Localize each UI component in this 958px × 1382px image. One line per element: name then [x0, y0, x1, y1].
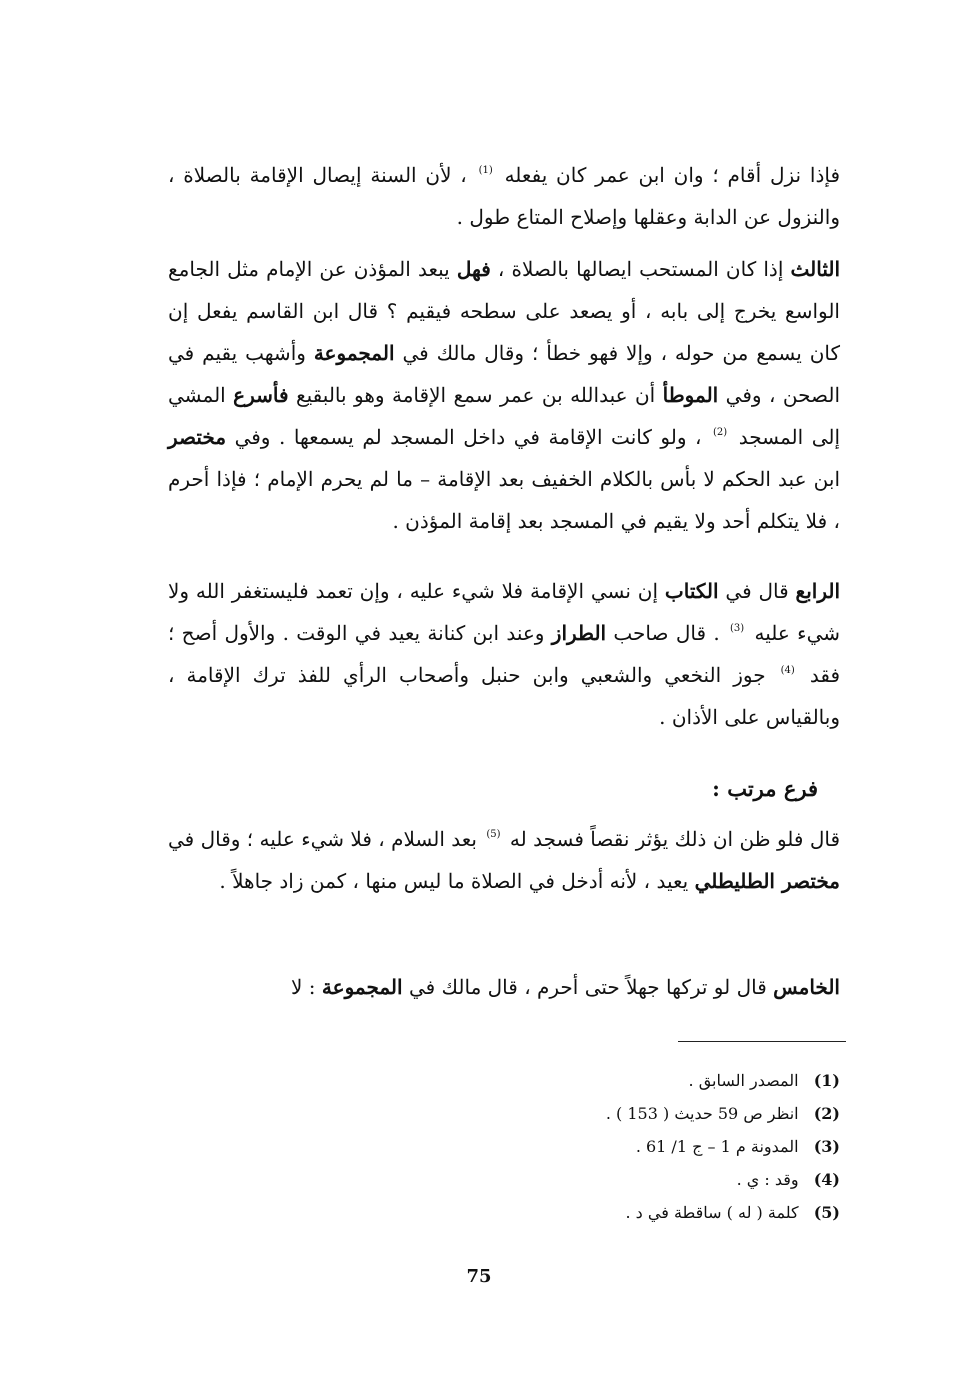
- footnotes-list: [320, 1064, 840, 1229]
- footnote-item: [320, 1064, 840, 1097]
- footnote-item: [320, 1196, 840, 1229]
- footnote-ref-1[interactable]: (1): [478, 165, 493, 176]
- paragraph-text: قال لو تركها جهلاً حتى أحرم ، قال مالك في: [408, 975, 767, 999]
- paragraph-1: [168, 154, 840, 238]
- section-lead-third: الثالث: [790, 257, 841, 281]
- paragraph-text: وأشهب يقيم في الصحن ، وفي: [168, 341, 840, 407]
- section-lead-fourth: الرابع: [795, 579, 840, 603]
- footnote-text: المصدر السابق .: [688, 1071, 799, 1090]
- footnote-item: [320, 1097, 840, 1130]
- paragraph-text: . قال صاحب: [613, 621, 720, 645]
- book-title-majmua: المجموعة: [313, 341, 395, 365]
- footnote-number: (1): [813, 1071, 840, 1090]
- bold-term: فهل: [456, 257, 491, 281]
- book-title-muwatta: الموطأ: [662, 383, 719, 407]
- footnote-ref-3[interactable]: (3): [730, 623, 745, 634]
- footnote-number: (2): [813, 1104, 840, 1123]
- footnote-separator: [678, 1041, 846, 1042]
- paragraph-3: [168, 570, 840, 738]
- page-number: 75: [466, 1266, 492, 1287]
- book-title-mukhtasar: مختصر: [168, 425, 227, 449]
- footnote-number: (3): [813, 1137, 840, 1156]
- book-title-tiraz: الطراز: [551, 621, 607, 645]
- paragraph-text: وعند ابن كنانة يعيد في الوقت . والأول أصح ؛ فقد: [168, 621, 841, 687]
- paragraph-text: ابن عبد الحكم لا بأس بالكلام الخفيف بعد الإقامة – ما لم يحرم الإمام ؛ فإذا أحرم ، فلا يتكلم أحد ولا يقيم في المسجد بعد إقامة المؤذن .: [168, 467, 840, 533]
- footnote-item: [320, 1130, 840, 1163]
- paragraph-text: يعيد ، لأنه أدخل في الصلاة ما ليس منها ، كمن زاد جاهلاً .: [219, 869, 689, 893]
- footnote-number: (4): [813, 1170, 840, 1189]
- paragraph-text: يبعد المؤذن عن الإمام مثل الجامع الواسع يخرج إلى بابه ، أو يصعد على سطحه فيقيم ؟ قال ابن القاسم يفعل إن كان يسمع من حوله ، وإلا فهو خطأ ؛ وقال مالك في: [168, 257, 841, 365]
- footnote-item: [320, 1163, 840, 1196]
- paragraph-text: المشي إلى المسجد: [168, 383, 841, 449]
- paragraph-text: إذا كان المستحب ايصالها بالصلاة ،: [497, 257, 784, 281]
- footnote-text: كلمة ( له ) ساقطة في د .: [625, 1203, 799, 1222]
- footnote-ref-2[interactable]: (2): [713, 427, 728, 438]
- paragraph-2: [168, 248, 840, 542]
- book-title-mukhtasar-tulaytuli: مختصر الطليطلي: [694, 869, 840, 893]
- footnote-text: وقد : ي .: [736, 1170, 799, 1189]
- paragraph-text: ، لأن السنة إيصال الإقامة بالصلاة ، والنزول عن الدابة وعقلها وإصلاح المتاع طول .: [168, 163, 840, 229]
- paragraph-text: : لا: [291, 975, 316, 999]
- footnote-text: المدونة م 1 – ج 1/ 61 .: [635, 1137, 799, 1156]
- section-lead-fifth: الخامس: [773, 975, 840, 999]
- paragraph-text: فإذا نزل أقام ؛ وان ابن عمر كان يفعله: [504, 163, 840, 187]
- paragraph-text: قال فلو ظن ان ذلك يؤثر نقصاً فسجد له: [509, 827, 841, 851]
- paragraph-text: إن نسي الإقامة فلا شيء عليه ، وإن تعمد فليستغفر الله ولا شيء عليه: [168, 579, 840, 645]
- footnote-ref-4[interactable]: (4): [780, 665, 795, 676]
- paragraph-5: [168, 966, 840, 1008]
- subsection-heading: فرع مرتب :: [712, 776, 818, 801]
- book-title-majmua: المجموعة: [321, 975, 403, 999]
- paragraph-text: جوز النخعي والشعبي وابن حنبل وأصحاب الرأي للفذ ترك الإقامة ، وبالقياس على الأذان .: [168, 663, 840, 729]
- paragraph-text: ، ولو كانت الإقامة في داخل المسجد لم يسمعها . وفي: [234, 425, 702, 449]
- footnote-number: (5): [813, 1203, 840, 1222]
- footnote-ref-5[interactable]: (5): [486, 829, 501, 840]
- paragraph-text: أن عبدالله بن عمر سمع الإقامة وهو بالبقيع: [296, 383, 656, 407]
- paragraph-text: بعد السلام ، فلا شيء عليه ؛ وقال في: [168, 827, 477, 851]
- book-title-kitab: الكتاب: [664, 579, 719, 603]
- bold-term: فأسرع: [233, 383, 289, 407]
- paragraph-text: قال في: [725, 579, 789, 603]
- footnote-text: انظر ص 59 حديث ( 153 ) .: [605, 1104, 799, 1123]
- paragraph-4: [168, 818, 840, 902]
